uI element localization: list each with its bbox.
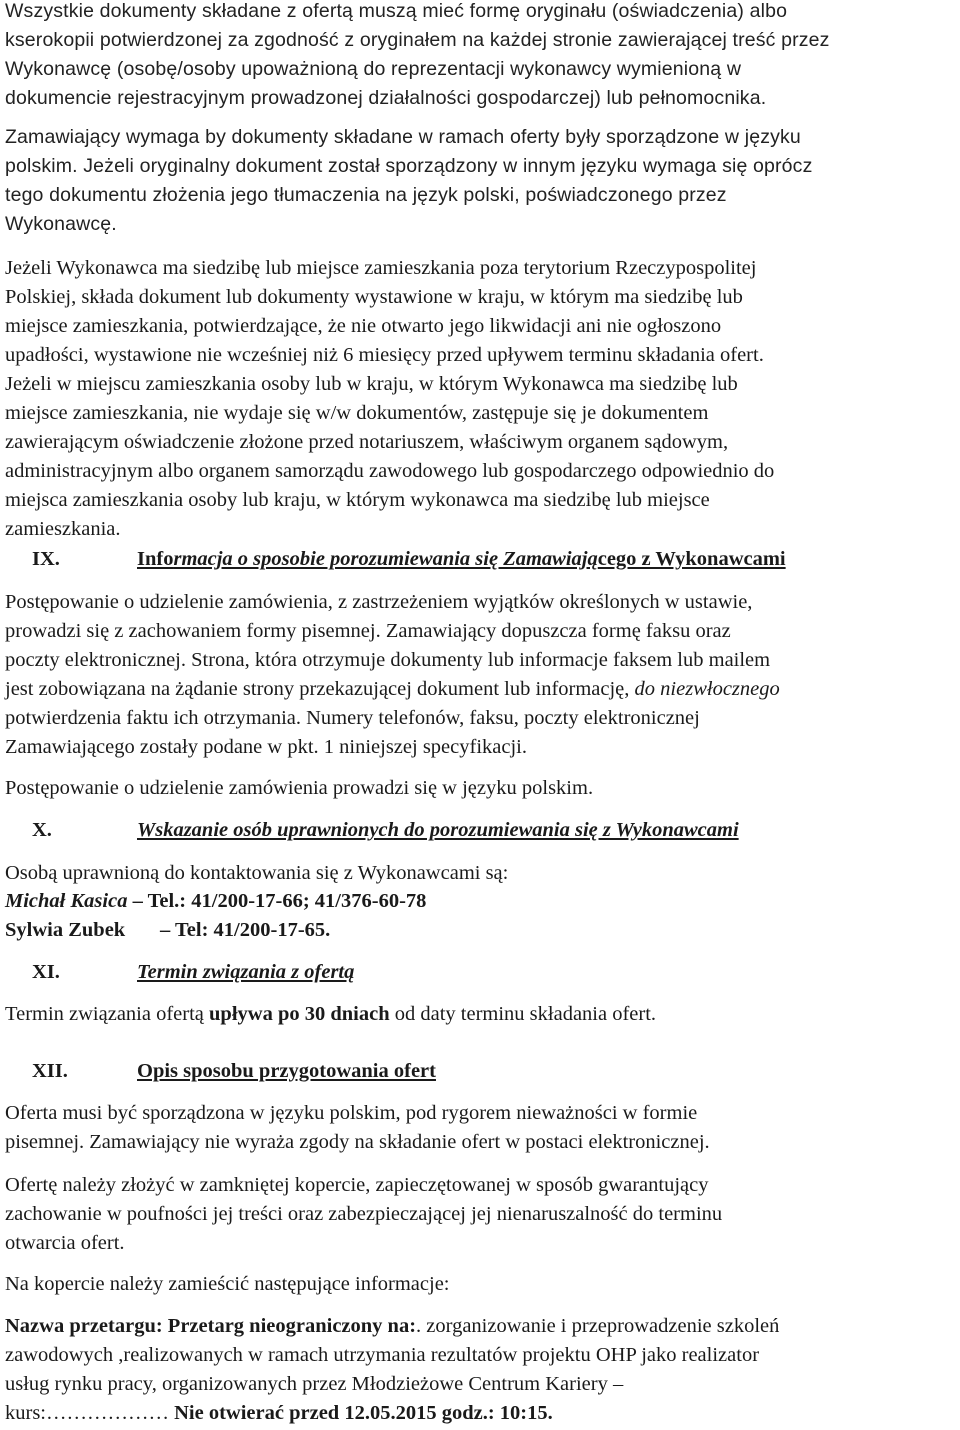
section-number: X. — [32, 819, 52, 841]
paragraph-2-line — [5, 152, 812, 181]
envelope-info-line — [5, 1399, 553, 1428]
section-title: Opis sposobu przygotowania ofert — [137, 1060, 436, 1082]
contact-name: Michał Kasica — [5, 890, 128, 912]
paragraph-3-line: upadłości, wystawione nie wcześniej niż 6 miesięcy przed upływem terminu składania ofert. — [5, 344, 764, 366]
text-run: potwierdzenia faktu ich otrzymania. — [5, 707, 301, 729]
section-heading-ix — [5, 545, 786, 574]
paragraph-1-line: dokumencie rejestracyjnym prowadzonej działalności gospodarczej) lub pełnomocnika. — [5, 87, 767, 109]
text-run: Strona, która otrzymuje dokumenty lub informacje faksem lub mailem — [186, 649, 771, 671]
paragraph-3-line: administracyjnym albo organem samorządu zawodowego lub gospodarczego odpowiednio do — [5, 460, 775, 482]
section-ix-text-line — [5, 704, 700, 733]
paragraph-3-line: miejsce zamieszkania, nie wydaje się w/w dokumentów, zastępuje się je dokumentem — [5, 402, 709, 424]
contact-name: Sylwia Zubek — [5, 919, 126, 941]
section-ix-text-line: prowadzi się z zachowaniem formy pisemnej. Zamawiający dopuszcza formę faksu oraz — [5, 620, 731, 642]
section-number: IX. — [32, 548, 60, 570]
section-xii-text-line: Na kopercie należy zamieścić następujące informacje: — [5, 1273, 450, 1295]
text-run: Nie otwierać przed 12.05.2015 godz.: 10:15. — [169, 1402, 553, 1424]
section-title: Wskazanie osób uprawnionych do porozumiewania się z Wykonawcami — [137, 819, 739, 841]
section-xii-text-line: Oferta musi być sporządzona w języku polskim, pod rygorem nieważności w formie — [5, 1102, 698, 1124]
section-heading-x — [5, 816, 739, 845]
text-run: Termin związania ofertą — [5, 1003, 210, 1025]
text-run: polskim. — [5, 155, 78, 177]
paragraph-3-line: zamieszkania. — [5, 518, 121, 540]
text-run: do niezwłocznego — [629, 678, 780, 700]
paragraph-1-line: Wszystkie dokumenty składane z ofertą muszą mieć formę oryginału (oświadczenia) albo — [5, 0, 788, 22]
paragraph-3-line: Jeżeli Wykonawca ma siedzibę lub miejsce zamieszkania poza terytorium Rzeczypospolitej — [5, 257, 757, 279]
paragraph-3-line: Polskiej, składa dokument lub dokumenty wystawione w kraju, w którym ma siedzibę lub — [5, 286, 743, 308]
section-xii-text-line: zachowanie w poufności jej treści oraz zabezpieczającej jej nienaruszalność do terminu — [5, 1203, 723, 1225]
paragraph-2-line: Wykonawcę. — [5, 213, 117, 235]
paragraph-2-line: tego dokumentu złożenia jego tłumaczenia na język polski, poświadczonego przez — [5, 184, 727, 206]
paragraph-3-line: miejsca zamieszkania osoby lub kraju, w którym wykonawca ma siedzibę lub miejsce — [5, 489, 710, 511]
text-run: upływa po 30 dniach — [209, 1003, 390, 1025]
text-run: . zorganizowanie i przeprowadzenie szkoleń — [416, 1315, 780, 1337]
paragraph-3-line: miejsce zamieszkania, potwierdzające, że nie otwarto jego likwidacji ani nie ogłoszono — [5, 315, 722, 337]
title-run: cego z Wykonawcami — [597, 548, 786, 570]
section-heading-xi — [5, 958, 354, 987]
contact-intro: Osobą uprawnioną do kontaktowania się z Wykonawcami są: — [5, 862, 509, 884]
section-number: XII. — [32, 1060, 68, 1082]
contact-person-1 — [5, 887, 426, 916]
envelope-info-line — [5, 1312, 779, 1341]
paragraph-3-line: zawierającym oświadczenie złożone przed notariuszem, właściwym organem sądowym, — [5, 431, 729, 453]
envelope-info-line: usług rynku pracy, organizowanych przez Młodzieżowe Centrum Kariery – — [5, 1373, 624, 1395]
section-ix-text-line: Postępowanie o udzielenie zamówienia, z zastrzeżeniem wyjątków określonych w ustawie, — [5, 591, 753, 613]
paragraph-2-line: Zamawiający wymaga by dokumenty składane w ramach oferty były sporządzone w języku — [5, 126, 801, 148]
envelope-info-line: zawodowych ,realizowanych w ramach utrzymania rezultatów projektu OHP jako realizator — [5, 1344, 760, 1366]
text-run: od daty terminu składania ofert. — [389, 1003, 657, 1025]
contact-phone: – Tel: 41/200-17-65. — [160, 919, 331, 941]
paragraph-1-line: kserokopii potwierdzonej za zgodność z oryginałem na każdej stronie zawierającej treść przez — [5, 29, 830, 51]
section-ix-text-line: Zamawiającego zostały podane w pkt. 1 niniejszej specyfikacji. — [5, 736, 527, 758]
text-run: Numery telefonów, faksu, poczty elektronicznej — [301, 707, 700, 729]
section-xii-text-line: pisemnej. Zamawiający nie wyraża zgody na składanie ofert w postaci elektronicznej. — [5, 1131, 710, 1153]
section-title — [137, 548, 786, 570]
section-xi-text-line — [5, 1000, 656, 1029]
text-run: poczty elektronicznej. — [5, 649, 186, 671]
contact-person-2 — [5, 916, 330, 945]
text-run: Nazwa przetargu: Przetarg nieograniczony na: — [5, 1315, 417, 1337]
section-ix-text-line — [5, 675, 780, 704]
text-run: Jeżeli oryginalny dokument został sporządzony w innym języku wymaga się oprócz — [77, 155, 813, 177]
title-run: Info — [137, 548, 174, 570]
section-title: Termin związania z ofertą — [137, 961, 355, 983]
section-xii-text-line: otwarcia ofert. — [5, 1232, 125, 1254]
paragraph-1-line: Wykonawcę (osobę/osoby upoważnioną do reprezentacji wykonawcy wymienioną w — [5, 58, 742, 80]
section-number: XI. — [32, 961, 60, 983]
paragraph-3-line: Jeżeli w miejscu zamieszkania osoby lub w kraju, w którym Wykonawca ma siedzibę lub — [5, 373, 738, 395]
section-ix-text-line: Postępowanie o udzielenie zamówienia prowadzi się w języku polskim. — [5, 777, 594, 799]
contact-phone: – Tel.: 41/200-17-66; 41/376-60-78 — [127, 890, 427, 912]
text-run: kurs:……………… — [5, 1402, 169, 1424]
title-run: rmacja o sposobie porozumiewania się Zamawiają — [173, 548, 598, 570]
text-run: jest zobowiązana na żądanie strony przekazującej dokument lub informację, — [5, 678, 630, 700]
section-xii-text-line: Ofertę należy złożyć w zamkniętej kopercie, zapieczętowanej w sposób gwarantujący — [5, 1174, 709, 1196]
section-heading-xii — [5, 1057, 436, 1086]
section-ix-text-line — [5, 646, 770, 675]
